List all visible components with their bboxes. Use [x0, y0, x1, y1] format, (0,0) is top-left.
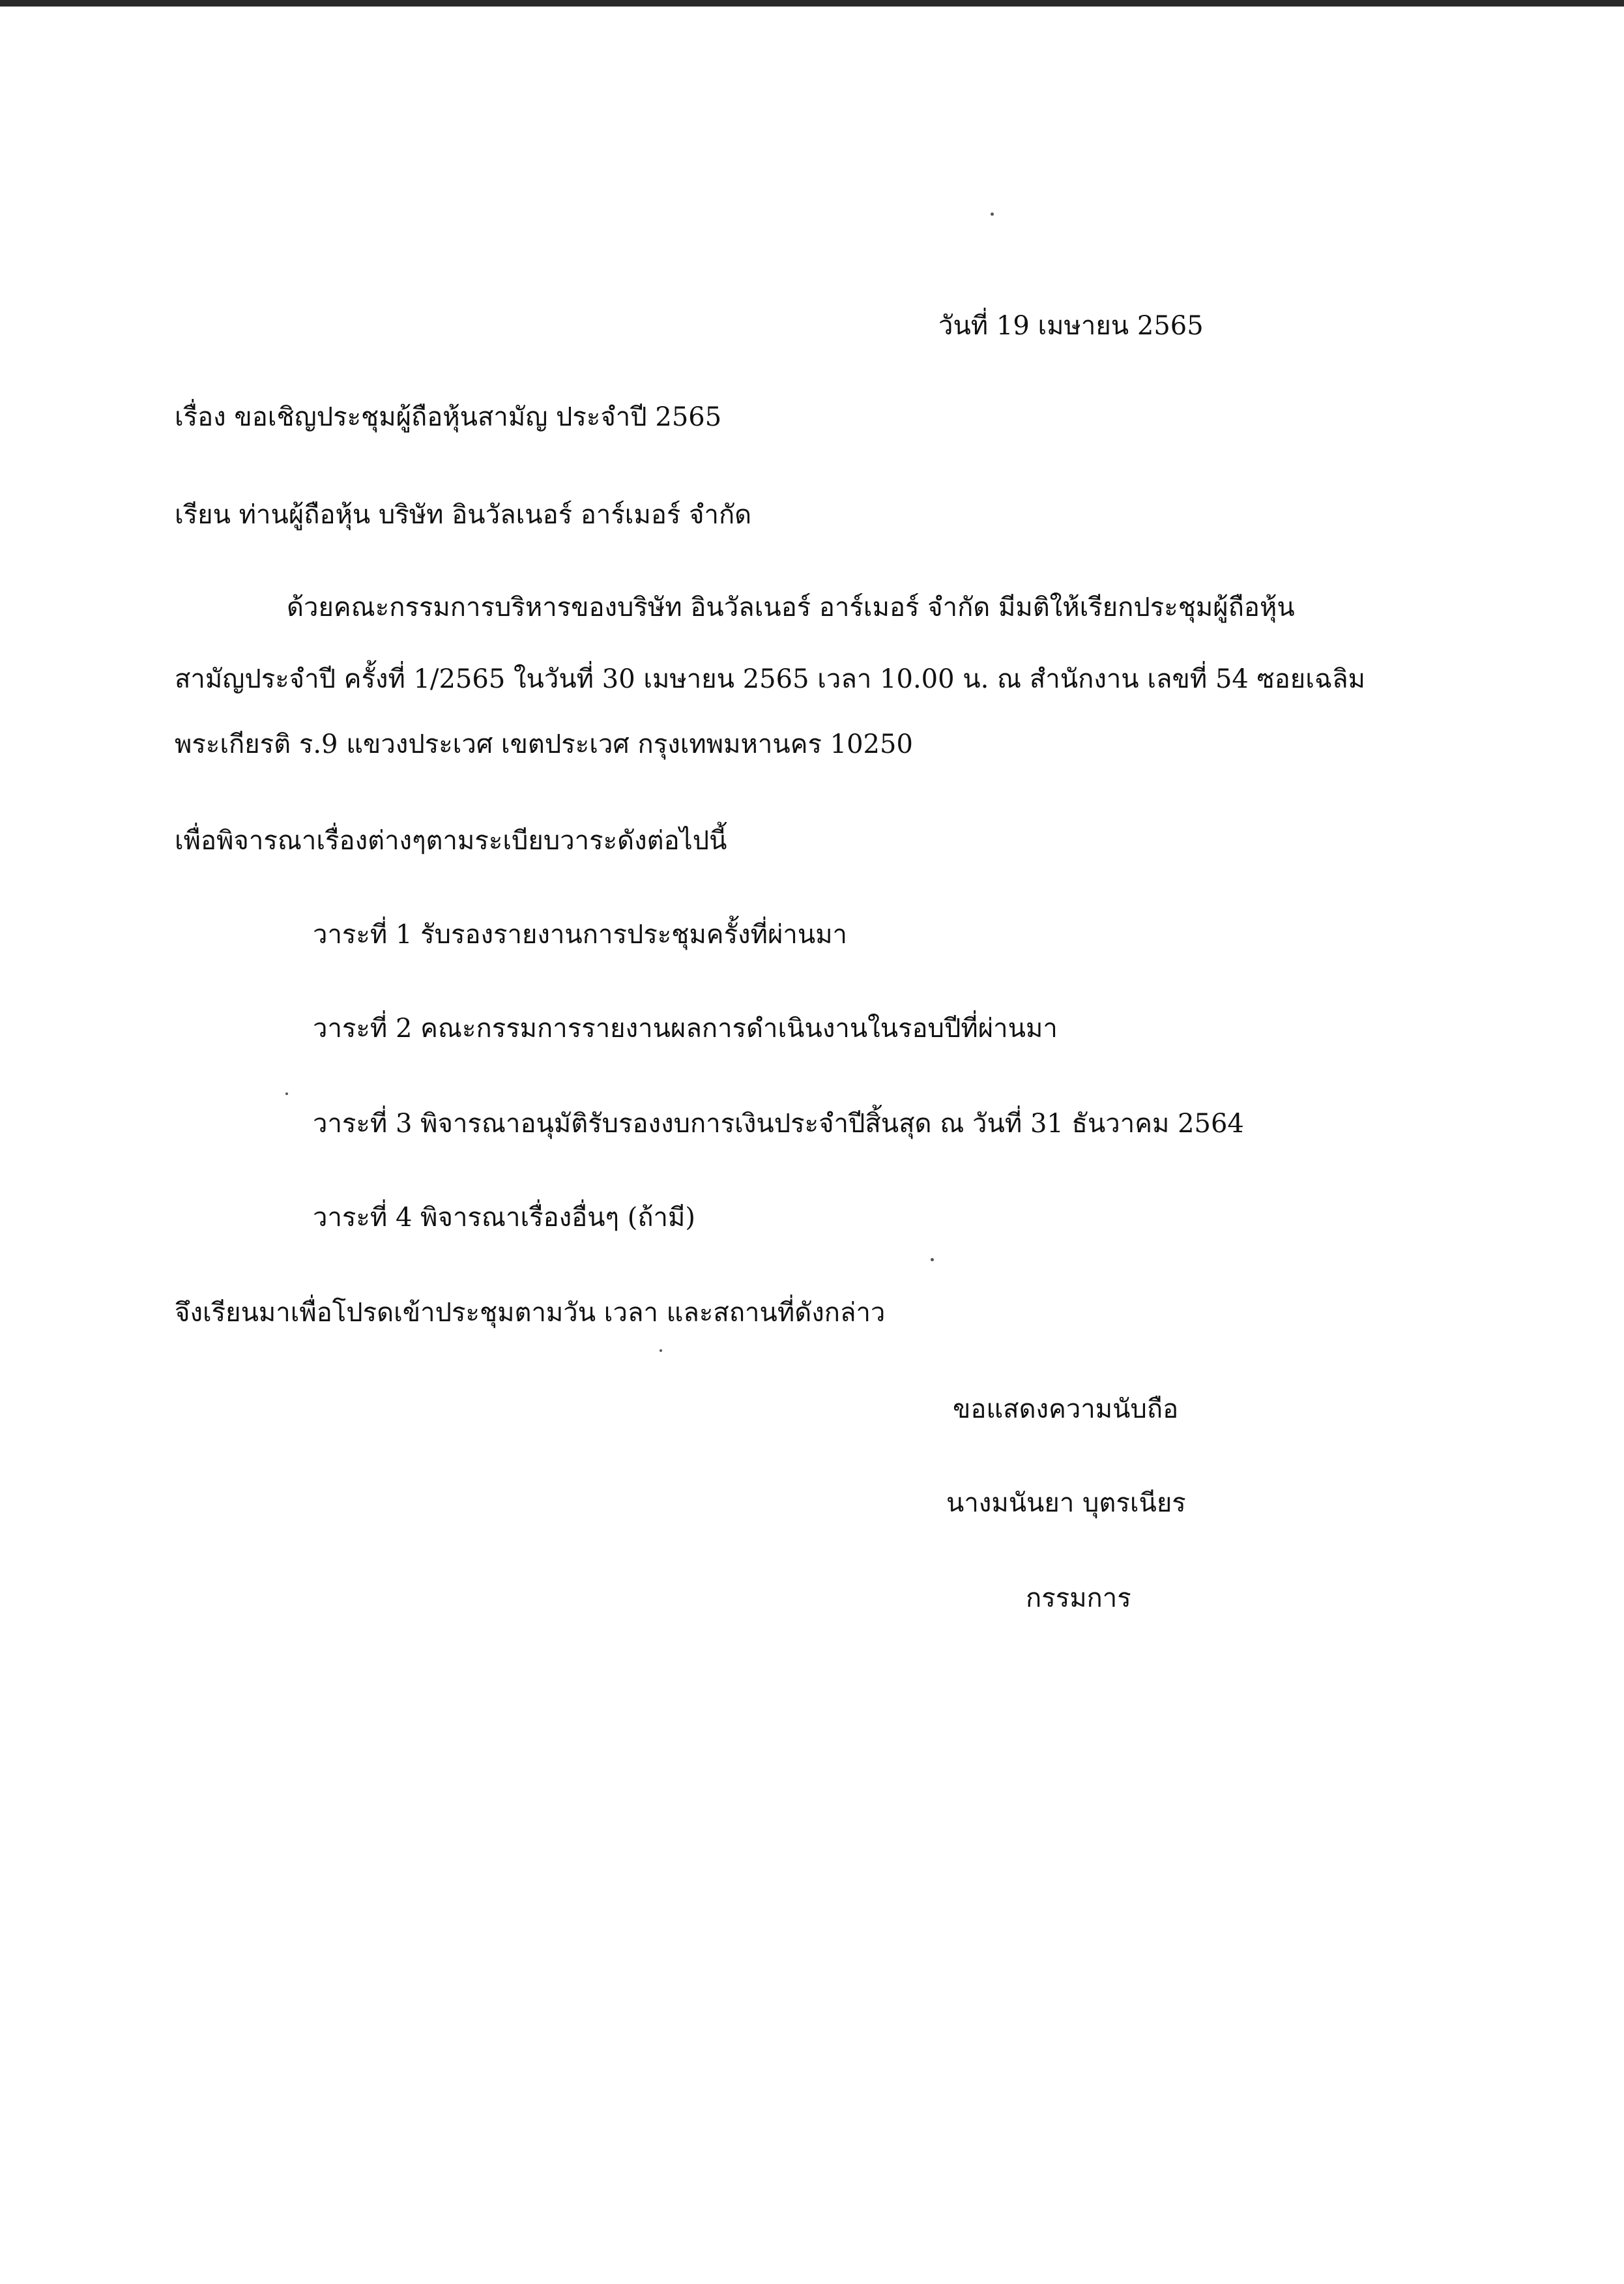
body-line: พระเกียรติ ร.9 แขวงประเวศ เขตประเวศ กรุงเทพมหานคร 10250 [175, 729, 913, 759]
agenda-item: วาระที่ 2 คณะกรรมการรายงานผลการดำเนินงานในรอบปีที่ผ่านมา [313, 1014, 1058, 1044]
scan-speck [285, 1092, 288, 1095]
signer-title: กรรมการ [1026, 1583, 1131, 1613]
scan-speck [991, 212, 994, 216]
scan-speck [660, 1349, 662, 1352]
letter-subject: เรื่อง ขอเชิญประชุมผู้ถือหุ้นสามัญ ประจำปี 2565 [175, 402, 722, 432]
agenda-intro: เพื่อพิจารณาเรื่องต่างๆตามระเบียบวาระดังต่อไปนี้ [175, 826, 727, 856]
agenda-item: วาระที่ 3 พิจารณาอนุมัติรับรองงบการเงินประจำปีสิ้นสุด ณ วันที่ 31 ธันวาคม 2564 [313, 1109, 1244, 1139]
letter-addressee: เรียน ท่านผู้ถือหุ้น บริษัท อินวัลเนอร์ อาร์เมอร์ จำกัด [175, 500, 752, 530]
signer-name: นางมนันยา บุตรเนียร [946, 1488, 1186, 1518]
closing-line: จึงเรียนมาเพื่อโปรดเข้าประชุมตามวัน เวลา และสถานที่ดังกล่าว [175, 1298, 886, 1328]
complimentary-close: ขอแสดงความนับถือ [953, 1394, 1179, 1424]
agenda-item: วาระที่ 1 รับรองรายงานการประชุมครั้งที่ผ่านมา [313, 920, 848, 950]
scan-top-edge [0, 0, 1624, 7]
letter-date: วันที่ 19 เมษายน 2565 [938, 311, 1204, 341]
scan-speck [931, 1258, 934, 1261]
body-line: สามัญประจำปี ครั้งที่ 1/2565 ในวันที่ 30 เมษายน 2565 เวลา 10.00 น. ณ สำนักงาน เลขที่ 54 ซอยเฉลิม [175, 664, 1365, 694]
body-line: ด้วยคณะกรรมการบริหารของบริษัท อินวัลเนอร์ อาร์เมอร์ จำกัด มีมติให้เรียกประชุมผู้ถือหุ้น [287, 593, 1295, 622]
agenda-item: วาระที่ 4 พิจารณาเรื่องอื่นๆ (ถ้ามี) [313, 1203, 695, 1233]
